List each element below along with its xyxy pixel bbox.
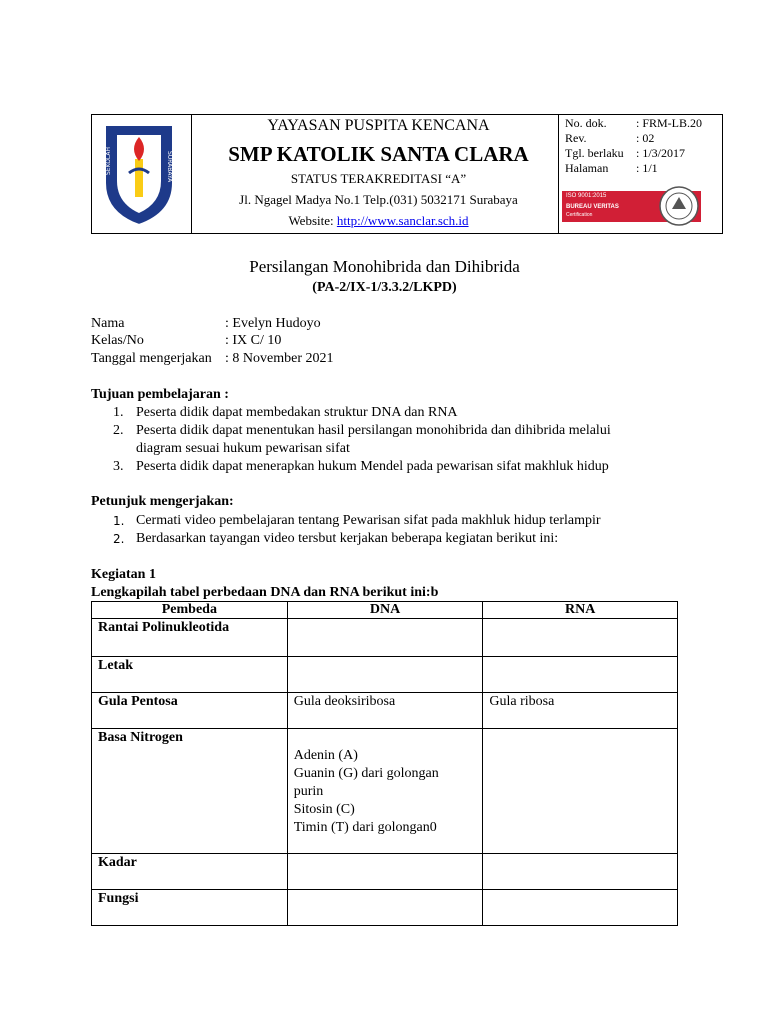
cell-line: Guanin (G) dari golongan: [293, 766, 439, 781]
doc-info-row: No. dok. : FRM-LB.20: [565, 116, 703, 130]
foundation-name: YAYASAN PUSPITA KENCANA: [267, 117, 490, 134]
document-info: [565, 116, 702, 176]
cell-line: Timin (T) dari golongan0: [293, 820, 437, 835]
identity-name-value: : Evelyn Hudoyo: [225, 316, 321, 331]
objectives-heading: Tujuan pembelajaran :: [91, 387, 229, 402]
rna-cell[interactable]: [483, 890, 678, 926]
row-label: Kadar: [92, 854, 288, 890]
school-name: SMP KATOLIK SANTA CLARA: [228, 142, 529, 166]
cell-line: Adenin (A): [293, 748, 358, 763]
identity-class-label: Kelas/No: [91, 333, 144, 348]
list-number: 3.: [113, 459, 124, 474]
row-label: Gula Pentosa: [92, 693, 288, 729]
cell-line: Gula deoksiribosa: [293, 694, 396, 709]
cell-line: [294, 729, 477, 747]
rna-cell[interactable]: [483, 657, 678, 693]
dna-cell[interactable]: [287, 693, 483, 729]
objective-item: Peserta didik dapat menentukan hasil persilangan monohibrida dan dihibrida melalui: [136, 423, 611, 438]
school-address: Jl. Ngagel Madya No.1 Telp.(031) 5032171 Surabaya: [239, 192, 518, 207]
column-header: DNA: [287, 602, 483, 619]
list-number: 1.: [113, 514, 125, 528]
objective-item: Peserta didik dapat membedakan struktur DNA dan RNA: [136, 405, 458, 420]
cell-line: purin: [293, 784, 324, 799]
rna-cell[interactable]: [483, 729, 678, 854]
cell-line: Gula ribosa: [489, 694, 555, 709]
objective-item-continued: diagram sesuai hukum pewarisan sifat: [136, 441, 350, 456]
instructions-heading: Petunjuk mengerjakan:: [91, 494, 234, 509]
row-label: Fungsi: [92, 890, 288, 926]
row-label: Rantai Polinukleotida: [92, 619, 288, 657]
objective-item: Peserta didik dapat menerapkan hukum Mendel pada pewarisan sifat makhluk hidup: [136, 459, 609, 474]
row-label: Letak: [92, 657, 288, 693]
svg-text:SEKOLAH: SEKOLAH: [105, 146, 112, 175]
svg-text:SURABAYA: SURABAYA: [166, 151, 173, 183]
instruction-item: Cermati video pembelajaran tentang Pewarisan sifat pada makhluk hidup terlampir: [136, 513, 601, 528]
identity-name-label: Nama: [91, 316, 125, 331]
dna-cell[interactable]: [287, 657, 483, 693]
dna-cell[interactable]: [287, 619, 483, 657]
dna-cell[interactable]: [287, 729, 483, 854]
column-header: RNA: [483, 602, 678, 619]
identity-class-value: : IX C/ 10: [225, 333, 282, 348]
bureau-veritas-seal-icon: [658, 185, 700, 227]
rna-cell[interactable]: [483, 619, 678, 657]
dna-cell[interactable]: [287, 854, 483, 890]
table-row: [92, 619, 678, 657]
table-header-row: [92, 602, 678, 619]
rna-cell[interactable]: [483, 854, 678, 890]
website-label: Website:: [288, 213, 337, 228]
activity-heading: Kegiatan 1: [91, 567, 156, 582]
row-label: Basa Nitrogen: [92, 729, 288, 854]
rna-cell[interactable]: [483, 693, 678, 729]
table-row: [92, 854, 678, 890]
cell-line: Sitosin (C): [293, 802, 355, 817]
website-link[interactable]: http://www.sanclar.sch.id: [336, 213, 469, 228]
doc-info-row: Tgl. berlaku : 1/3/2017: [565, 146, 686, 160]
table-row: [92, 729, 678, 854]
instruction-item: Berdasarkan tayangan video tersbut kerjakan beberapa kegiatan berikut ini:: [136, 531, 559, 546]
identity-date-label: Tanggal mengerjakan: [91, 351, 212, 366]
doc-info-row: Rev. : 02: [565, 131, 655, 145]
accreditation-status: STATUS TERAKREDITASI “A”: [290, 171, 467, 186]
list-number: 2.: [113, 423, 124, 438]
school-logo: [101, 121, 177, 227]
table-row: [92, 693, 678, 729]
list-number: 2.: [113, 532, 125, 546]
column-header: Pembeda: [92, 602, 288, 619]
dna-cell[interactable]: [287, 890, 483, 926]
doc-info-row: Halaman : 1/1: [565, 161, 658, 175]
table-row: [92, 657, 678, 693]
worksheet-code: (PA-2/IX-1/3.3.2/LKPD): [312, 280, 457, 295]
school-website: [191, 213, 566, 229]
identity-date-value: : 8 November 2021: [225, 351, 334, 366]
worksheet-title: Persilangan Monohibrida dan Dihibrida: [249, 257, 520, 276]
list-number: 1.: [113, 405, 124, 420]
dna-rna-table: [91, 601, 678, 926]
certification-badge: ISO 9001:2015 BUREAU VERITAS Certification: [562, 191, 701, 222]
activity-subheading: Lengkapilah tabel perbedaan DNA dan RNA berikut ini:b: [91, 585, 439, 600]
table-row: [92, 890, 678, 926]
